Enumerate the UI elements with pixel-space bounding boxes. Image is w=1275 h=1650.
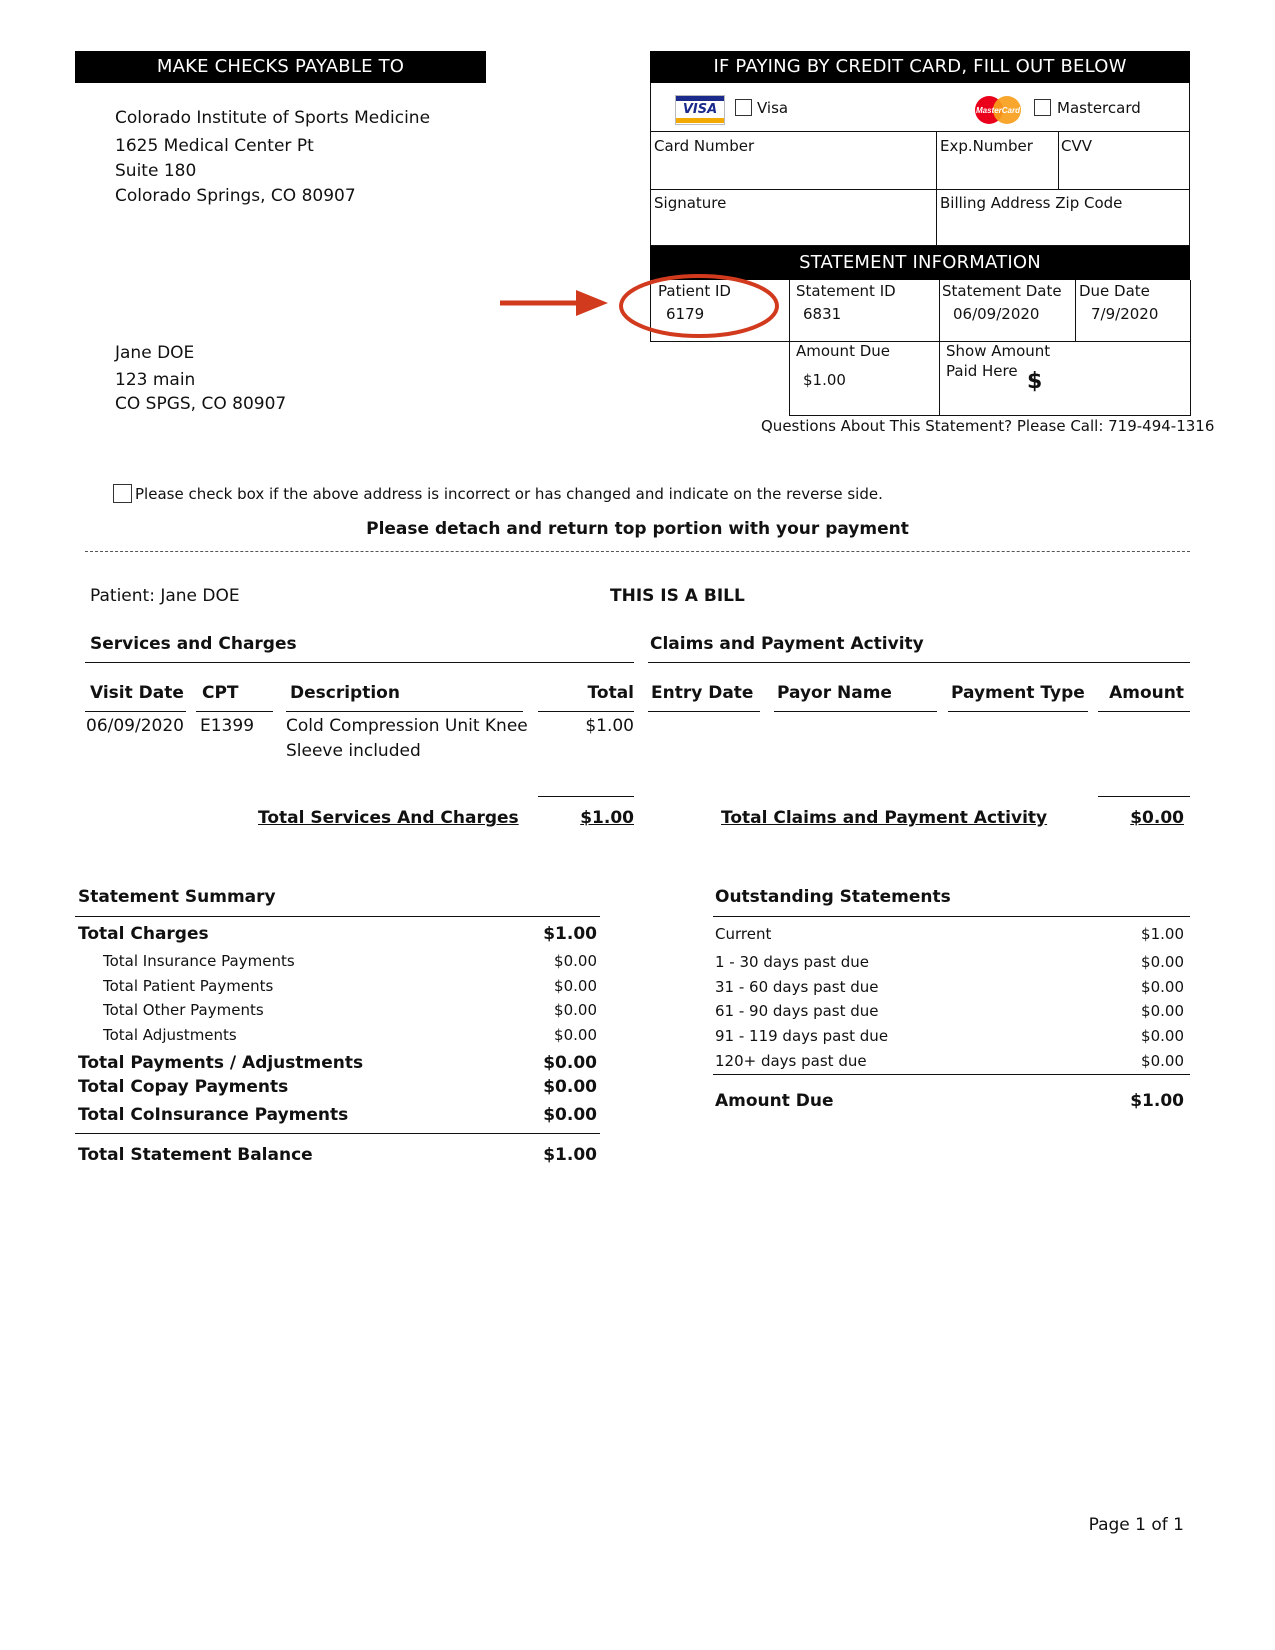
aging-label: Current [715,925,772,943]
summary-sub-label: Total Other Payments [103,1001,264,1019]
cvv-field[interactable] [1060,156,1188,186]
services-header: Services and Charges [90,634,297,654]
aging-value: $0.00 [1141,1002,1184,1020]
billing-zip-field[interactable] [938,213,1188,243]
patient-id-label: Patient ID [658,282,731,300]
questions-phone: Questions About This Statement? Please Call: 719-494-1316 [761,417,1215,435]
claims-header: Claims and Payment Activity [650,634,924,654]
paid-here-label: Paid Here [946,362,1018,380]
patient-address-line2: CO SPGS, CO 80907 [115,394,287,414]
cvv-label: CVV [1061,137,1092,155]
annotation-circle-icon [616,272,782,340]
detach-instruction: Please detach and return top portion with your payment [366,519,909,539]
col-visit-date: Visit Date [90,683,184,703]
mastercard-checkbox[interactable] [1034,99,1051,116]
aging-label: 31 - 60 days past due [715,978,879,996]
total-services-value: $1.00 [580,808,634,828]
col-description: Description [290,683,400,703]
page-number: Page 1 of 1 [1088,1515,1184,1535]
aging-label: 61 - 90 days past due [715,1002,879,1020]
aging-label: 91 - 119 days past due [715,1027,889,1045]
summary-sub-label: Total Adjustments [103,1026,237,1044]
col-payment-type: Payment Type [951,683,1085,703]
description-line1: Cold Compression Unit Knee [286,716,528,736]
summary-header: Statement Summary [78,887,276,907]
summary-sub-value: $0.00 [554,1026,597,1044]
bill-label: THIS IS A BILL [610,586,745,606]
card-number-field[interactable] [652,156,934,186]
summary-sub-value: $0.00 [554,952,597,970]
signature-label: Signature [654,194,727,212]
summary-main-value: $0.00 [543,1077,597,1097]
summary-sub-value: $0.00 [554,1001,597,1019]
outstanding-header: Outstanding Statements [715,887,951,907]
patient-id-value: 6179 [666,305,705,323]
payable-header: MAKE CHECKS PAYABLE TO [75,51,486,83]
exp-number-field[interactable] [938,156,1056,186]
aging-value: $0.00 [1141,1027,1184,1045]
cpt-value: E1399 [200,716,255,736]
patient-address-line1: 123 main [115,370,196,390]
aging-label: 1 - 30 days past due [715,953,869,971]
total-claims-value: $0.00 [1130,808,1184,828]
mastercard-label: Mastercard [1057,99,1141,117]
svg-text:MasterCard: MasterCard [975,106,1021,115]
payee-address-line2: Suite 180 [115,161,197,181]
patient-name: Jane DOE [115,343,195,363]
col-entry-date: Entry Date [651,683,754,703]
row-total-value: $1.00 [585,716,634,736]
credit-card-header: IF PAYING BY CREDIT CARD, FILL OUT BELOW [650,51,1190,83]
outstanding-amount-due-value: $1.00 [1130,1091,1184,1111]
signature-field[interactable] [652,213,934,243]
aging-value: $0.00 [1141,953,1184,971]
total-charges-value: $1.00 [543,924,597,944]
aging-value: $0.00 [1141,1052,1184,1070]
card-number-label: Card Number [654,137,755,155]
visa-logo-icon: VISA [675,95,725,125]
detach-line [85,551,1190,552]
visit-date-value: 06/09/2020 [86,716,184,736]
annotation-arrow-icon [498,288,610,318]
description-line2: Sleeve included [286,741,421,761]
patient-label: Patient: Jane DOE [90,586,240,606]
total-charges-label: Total Charges [78,924,209,944]
visa-checkbox[interactable] [735,99,752,116]
statement-date-label: Statement Date [942,282,1062,300]
summary-sub-value: $0.00 [554,977,597,995]
summary-main-label: Total Payments / Adjustments [78,1053,364,1073]
summary-main-label: Total Copay Payments [78,1077,289,1097]
due-date-value: 7/9/2020 [1091,305,1159,323]
total-services-label: Total Services And Charges [258,808,519,828]
payee-name: Colorado Institute of Sports Medicine [115,108,431,128]
mastercard-logo-icon [972,94,1024,126]
statement-id-label: Statement ID [796,282,896,300]
col-amount: Amount [1109,683,1184,703]
statement-id-value: 6831 [803,305,842,323]
col-total: Total [587,683,634,703]
amount-paid-field[interactable] [1045,368,1185,408]
statement-info-header: STATEMENT INFORMATION [650,246,1190,280]
dollar-sign: $ [1027,369,1043,394]
address-change-text: Please check box if the above address is incorrect or has changed and indicate on the reverse side. [135,485,883,503]
statement-date-value: 06/09/2020 [953,305,1040,323]
payee-address-line3: Colorado Springs, CO 80907 [115,186,356,206]
col-payor-name: Payor Name [777,683,892,703]
col-cpt: CPT [202,683,239,703]
summary-sub-label: Total Insurance Payments [103,952,295,970]
summary-main-value: $0.00 [543,1053,597,1073]
aging-value: $0.00 [1141,978,1184,996]
address-change-checkbox[interactable] [113,484,132,503]
aging-label: 120+ days past due [715,1052,867,1070]
outstanding-amount-due-label: Amount Due [715,1091,834,1111]
total-claims-label: Total Claims and Payment Activity [721,808,1048,828]
statement-balance-label: Total Statement Balance [78,1145,313,1165]
payee-address-line1: 1625 Medical Center Pt [115,136,314,156]
summary-main-value: $0.00 [543,1105,597,1125]
amount-due-value: $1.00 [803,371,846,389]
billing-zip-label: Billing Address Zip Code [940,194,1123,212]
show-amount-label: Show Amount [946,342,1051,360]
amount-due-label: Amount Due [796,342,890,360]
visa-label: Visa [757,99,789,117]
summary-main-label: Total CoInsurance Payments [78,1105,349,1125]
due-date-label: Due Date [1079,282,1150,300]
summary-sub-label: Total Patient Payments [103,977,274,995]
statement-balance-value: $1.00 [543,1145,597,1165]
aging-value: $1.00 [1141,925,1184,943]
exp-number-label: Exp.Number [940,137,1033,155]
